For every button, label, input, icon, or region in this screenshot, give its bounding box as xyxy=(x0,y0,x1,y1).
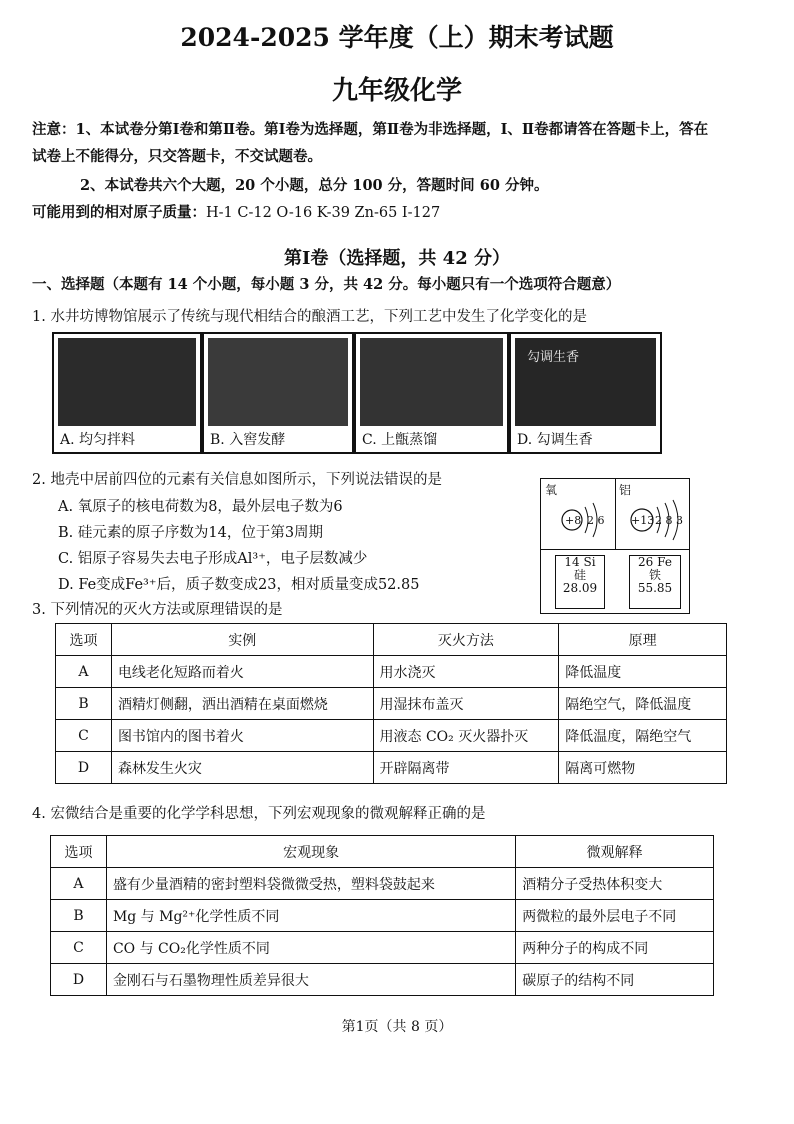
table-cell: 电线老化短路而着火 xyxy=(111,656,373,688)
silicon-cell xyxy=(555,555,605,609)
table-header-row xyxy=(56,624,727,656)
silicon-number: 14 xyxy=(564,555,580,569)
table-cell: 隔离可燃物 xyxy=(559,752,727,784)
aluminum-shells: 2 8 3 xyxy=(655,514,683,527)
note-line-1: 注意：1、本试卷分第Ⅰ卷和第Ⅱ卷。第Ⅰ卷为选择题，第Ⅱ卷为非选择题，Ⅰ、Ⅱ卷都请答在答题卡上，答在 xyxy=(32,121,709,138)
table-cell: 两微粒的最外层电子不同 xyxy=(516,900,714,932)
q1-option-a-photo xyxy=(52,332,202,454)
table-cell: CO 与 CO₂化学性质不同 xyxy=(106,932,515,964)
table-cell: A xyxy=(51,868,107,900)
table-cell: 碳原子的结构不同 xyxy=(516,964,714,996)
atomic-mass-label: 可能用到的相对原子质量： xyxy=(32,204,206,221)
table-cell: 酒精分子受热体积变大 xyxy=(516,868,714,900)
table-row xyxy=(56,752,727,784)
iron-cell xyxy=(629,555,681,609)
q2-option-d: D. Fe变成Fe³⁺后，质子数变成23，相对质量变成52.85 xyxy=(58,577,420,593)
atomic-mass-line xyxy=(32,201,440,222)
q3-stem: 3. 下列情况的灭火方法或原理错误的是 xyxy=(32,602,283,618)
table-cell: C xyxy=(51,932,107,964)
iron-mass: 55.85 xyxy=(637,581,673,595)
q4-stem: 4. 宏微结合是重要的化学学科思想，下列宏观现象的微观解释正确的是 xyxy=(32,806,486,822)
oxygen-cell xyxy=(541,479,616,550)
table-cell: Mg 与 Mg²⁺化学性质不同 xyxy=(106,900,515,932)
section-instruction: 一、选择题（本题有 14 个小题，每小题 3 分，共 42 分。每小题只有一个选项符合题意） xyxy=(32,276,621,293)
distillation-photo xyxy=(360,338,503,426)
q3-table xyxy=(55,623,727,784)
oxygen-name: 氧 xyxy=(545,483,558,497)
table-header: 宏观现象 xyxy=(106,836,515,868)
exam-subject: 九年级化学 xyxy=(331,76,462,106)
q1-stem: 1. 水井坊博物馆展示了传统与现代相结合的酿酒工艺，下列工艺中发生了化学变化的是 xyxy=(32,309,587,325)
iron-name: 铁 xyxy=(648,568,661,582)
oxygen-shells: 2 6 xyxy=(587,514,605,527)
iron-number: 26 xyxy=(638,555,654,569)
atomic-mass-values: H-1 C-12 O-16 K-39 Zn-65 I-127 xyxy=(206,205,441,221)
aluminum-name: 铝 xyxy=(619,483,632,497)
q1-option-b-photo xyxy=(202,332,354,454)
silicon-name: 硅 xyxy=(573,568,586,582)
table-cell: 两种分子的构成不同 xyxy=(516,932,714,964)
element-figure xyxy=(540,478,690,614)
table-cell: 开辟隔离带 xyxy=(373,752,559,784)
table-cell: D xyxy=(56,752,112,784)
note-line-2: 试卷上不能得分，只交答题卡，不交试题卷。 xyxy=(32,148,322,165)
table-row xyxy=(51,964,714,996)
table-header: 微观解释 xyxy=(516,836,714,868)
table-header: 选项 xyxy=(56,624,112,656)
q2-stem: 2. 地壳中居前四位的元素有关信息如图所示，下列说法错误的是 xyxy=(32,472,442,488)
table-cell: A xyxy=(56,656,112,688)
table-cell: 图书馆内的图书着火 xyxy=(111,720,373,752)
q1-option-d: D. 勾调生香 xyxy=(517,432,593,448)
table-cell: 降低温度 xyxy=(559,656,727,688)
table-row xyxy=(56,688,727,720)
q2-option-a: A. 氧原子的核电荷数为8，最外层电子数为6 xyxy=(58,499,343,515)
table-cell: B xyxy=(56,688,112,720)
photo-caption-text: 勾调生香 xyxy=(527,350,580,365)
page-number: 第1页（共 8 页） xyxy=(341,1019,453,1035)
table-header: 灭火方法 xyxy=(373,624,559,656)
table-header-row xyxy=(51,836,714,868)
silicon-mass: 28.09 xyxy=(562,581,598,595)
table-cell: 用液态 CO₂ 灭火器扑灭 xyxy=(373,720,559,752)
q1-option-c-photo xyxy=(354,332,509,454)
table-row xyxy=(51,900,714,932)
silicon-symbol: Si xyxy=(583,555,596,569)
q2-option-b: B. 硅元素的原子序数为14，位于第3周期 xyxy=(58,525,324,541)
section-title: 第Ⅰ卷（选择题，共 42 分） xyxy=(283,248,510,269)
table-row xyxy=(56,656,727,688)
table-cell: C xyxy=(56,720,112,752)
table-cell: 盛有少量酒精的密封塑料袋微微受热，塑料袋鼓起来 xyxy=(106,868,515,900)
table-row xyxy=(56,720,727,752)
table-cell: 酒精灯侧翻，洒出酒精在桌面燃烧 xyxy=(111,688,373,720)
table-header: 实例 xyxy=(111,624,373,656)
q4-table xyxy=(50,835,714,996)
aluminum-cell xyxy=(615,479,689,550)
table-header: 选项 xyxy=(51,836,107,868)
q1-option-b: B. 入窖发酵 xyxy=(210,432,286,448)
q1-option-c: C. 上甑蒸馏 xyxy=(362,432,438,448)
table-cell: 用水浇灭 xyxy=(373,656,559,688)
table-cell: 金刚石与石墨物理性质差异很大 xyxy=(106,964,515,996)
cellar-photo xyxy=(208,338,348,426)
table-row xyxy=(51,932,714,964)
mixing-photo xyxy=(58,338,196,426)
blending-photo xyxy=(515,338,656,426)
aluminum-nucleus: +13 xyxy=(631,514,655,527)
table-cell: D xyxy=(51,964,107,996)
note-line-3: 2、本试卷共六个大题，20 个小题，总分 100 分，答题时间 60 分钟。 xyxy=(80,177,549,194)
q1-option-d-photo xyxy=(509,332,662,454)
q2-option-c: C. 铝原子容易失去电子形成Al³⁺，电子层数减少 xyxy=(58,551,368,567)
table-row xyxy=(51,868,714,900)
iron-symbol: Fe xyxy=(657,555,672,569)
table-cell: B xyxy=(51,900,107,932)
table-cell: 隔绝空气，降低温度 xyxy=(559,688,727,720)
table-header: 原理 xyxy=(559,624,727,656)
table-cell: 降低温度，隔绝空气 xyxy=(559,720,727,752)
q1-option-a: A. 均匀拌料 xyxy=(60,432,136,448)
table-cell: 森林发生火灾 xyxy=(111,752,373,784)
oxygen-nucleus: +8 xyxy=(565,514,582,527)
table-cell: 用湿抹布盖灭 xyxy=(373,688,559,720)
exam-title: 2024-2025 学年度（上）期末考试题 xyxy=(180,23,614,52)
